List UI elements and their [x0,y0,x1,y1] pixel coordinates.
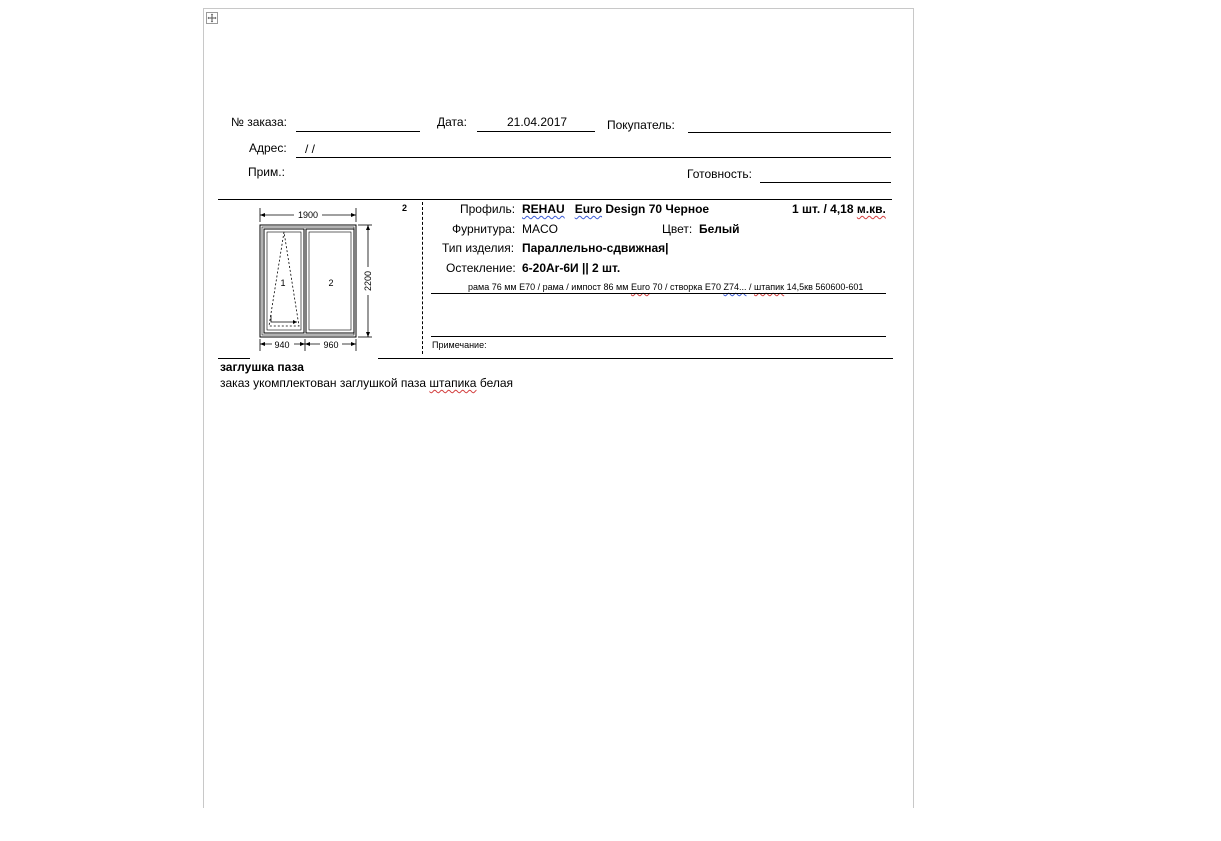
table-bottom-border-left [218,358,250,359]
profile-brand: REHAU [522,202,565,216]
spec-sep: / [749,282,752,292]
hardware-value: MACO [522,222,558,236]
profile-value [522,202,709,216]
height-total-text: 2200 [363,270,373,292]
remark-label: Примечание: [432,340,487,350]
date-label: Дата: [437,115,467,129]
footer-text [220,376,513,390]
table-bottom-border-right [378,358,893,359]
color-value: Белый [699,222,740,236]
width-left-text: 940 [274,340,290,350]
spec-underline [431,293,886,294]
product-type-label: Тип изделия: [442,241,515,255]
profile-model: Design 70 Черное [605,202,710,216]
buyer-label: Покупатель: [607,118,675,132]
address-value: / / [305,142,316,156]
footer-title: заглушка паза [220,360,304,374]
sash-right-number: 2 [328,278,334,288]
column-divider [422,202,423,354]
address-field[interactable] [296,157,891,158]
product-type-value: Параллельно-сдвижная| [522,241,669,255]
order-number-label: № заказа: [231,115,287,129]
buyer-field[interactable] [688,132,891,133]
table-move-handle-icon[interactable] [206,12,218,24]
date-value: 21.04.2017 [507,115,568,129]
profile-label: Профиль: [460,202,516,216]
glazing-label: Остекление: [446,261,516,275]
sash-left-number: 1 [280,278,286,288]
profile-series: Euro [574,202,603,216]
spec-sash: 70 / створка E70 [652,282,721,292]
readiness-field[interactable] [760,182,891,183]
spec-line [468,282,863,292]
spec-z: Z74... [723,282,747,292]
spec-code: 14,5кв 560600-601 [786,282,864,292]
item-number: 2 [402,203,408,213]
area-unit: м.кв. [856,202,886,216]
quantity-text: 1 шт. / 4,18 [792,202,854,216]
table-top-border [218,199,892,200]
width-total-text: 1900 [297,210,319,220]
window-drawing [250,205,380,352]
readiness-label: Готовность: [687,167,752,181]
note-label: Прим.: [248,165,285,179]
footer-text-main: заказ укомплектован заглушкой паза [220,376,427,390]
spec-euro: Euro [630,282,650,292]
spec-shtapik: штапик [754,282,785,292]
color-label: Цвет: [662,222,693,236]
address-label: Адрес: [249,141,287,155]
footer-text-shtapik: штапика [429,376,477,390]
remark-separator [431,336,886,337]
quantity-value [792,202,886,216]
hardware-label: Фурнитура: [452,222,516,236]
spec-frame: рама 76 мм E70 / рама / импост 86 мм [468,282,629,292]
width-right-text: 960 [323,340,339,350]
date-field[interactable] [477,131,595,132]
glazing-value: 6-20Ar-6И || 2 шт. [522,261,621,275]
order-number-field[interactable] [296,131,420,132]
footer-text-end: белая [479,376,514,390]
